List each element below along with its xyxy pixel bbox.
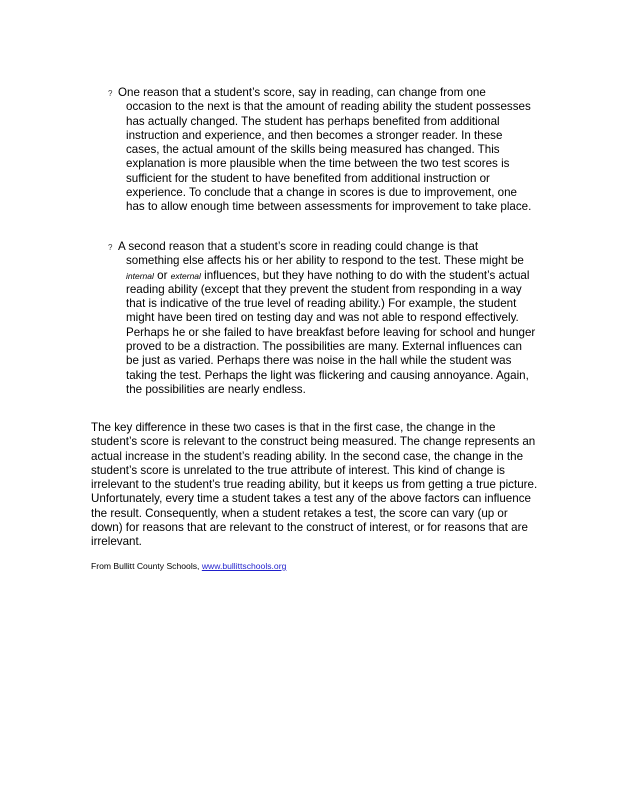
bullet-lead-text: One reason that a student’s score, say in reading, can change from one (118, 86, 486, 99)
bullet-glyph: ? (108, 243, 113, 252)
internal-word: internal (126, 270, 154, 281)
source-citation (91, 560, 286, 572)
bullet-lead-text: A second reason that a student’s score in reading could change is that (118, 240, 479, 253)
bullet-text (118, 240, 538, 397)
bullet-glyph: ? (108, 89, 113, 98)
bullet-body-after: influences, but they have nothing to do with the student’s actual reading ability (except that they prevent the student from responding in a way that is indicative of the true level of reading ability.) For example, the student might have been tired on testing day and was not able to respond effectively. Perhaps he or she failed to have breakfast before leaving for school and hunger proved to be a distraction. The possibilities are many. External influences can be just as varied. Perhaps there was noise in the hall while the student was taking the test. Perhaps the light was flickering and causing annoyance. Again, the possibilities are nearly endless. (126, 268, 536, 396)
bullet-item-score-change-reason-1 (108, 86, 538, 215)
or-word: or (157, 268, 168, 282)
source-link[interactable]: www.bullittschools.org (201, 561, 287, 571)
external-word: external (170, 270, 201, 281)
bullet-body-before: something else affects his or her ability to respond to the test. These might be (126, 254, 524, 268)
bullet-item-score-change-reason-2 (108, 240, 538, 397)
source-prefix: From Bullitt County Schools, (91, 561, 202, 571)
bullet-text (118, 86, 538, 215)
key-difference-paragraph: The key difference in these two cases is that in the first case, the change in the student’s score is relevant to the construct being measured. The change represents an actual increase in the student’s reading ability. In the second case, the change in the student’s score is unrelated to the true attribute of interest. This kind of change is irrelevant to the student’s true reading ability, but it keeps us from getting a true picture. Unfortunately, every time a student takes a test any of the above factors can influence the result. Consequently, when a student retakes a test, the score can vary (up or down) for reasons that are relevant to the construct of interest, or for reasons that are irrelevant. (91, 421, 538, 549)
bullet-body-text (118, 254, 538, 397)
bullet-body-text: occasion to the next is that the amount of reading ability the student possesses has actually changed. The student has perhaps benefited from additional instruction and experience, and then becomes a stronger reader. In these cases, the actual amount of the skills being measured has changed. This explanation is more plausible when the time between the two test scores is sufficient for the student to have benefited from additional instruction or experience. To conclude that a change in scores is due to improvement, one has to allow enough time between assessments for improvement to take place. (126, 100, 532, 214)
